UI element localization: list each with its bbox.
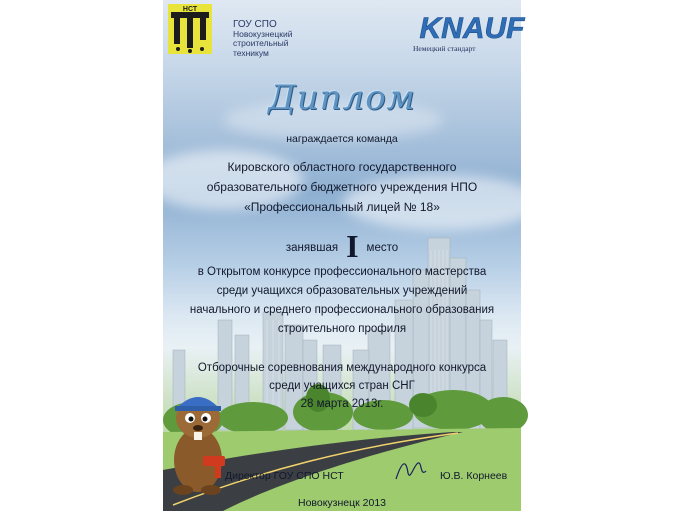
brand-text: KNAUF	[419, 12, 525, 45]
contest-line: в Открытом конкурсе профессионального мастерства	[197, 266, 487, 278]
event-line: Отборочные соревнования международного конкурса	[197, 362, 487, 374]
knauf-logo	[419, 4, 525, 48]
place-suffix: место	[366, 242, 399, 254]
signatory-name: Ю.В. Корнеев	[440, 470, 508, 482]
college-logo	[168, 4, 212, 54]
contest-line: начального и среднего профессионального образования	[189, 304, 495, 316]
signatory-position: Директор ГОУ СПО НСТ	[225, 470, 344, 482]
event-line: среди учащихся стран СНГ	[269, 380, 415, 392]
diploma-title: Диплом	[268, 78, 416, 118]
institution-line: «Профессиональный лицей № 18»	[244, 200, 440, 214]
place-number: I	[346, 228, 359, 264]
place-prefix: занявшая	[285, 242, 339, 254]
beaver-mascot	[163, 378, 233, 498]
logo-text: НСТ	[182, 6, 198, 13]
handwritten-signature	[392, 455, 432, 485]
footer-city: Новокузнецк 2013	[297, 497, 387, 509]
school-line: техникум	[233, 47, 269, 58]
contest-line: строительного профиля	[277, 323, 407, 335]
institution-line: Кировского областного государственного	[227, 160, 457, 174]
school-line: строительный	[233, 38, 289, 48]
school-line: Новокузнецкий	[233, 28, 293, 39]
diploma-page	[163, 0, 525, 511]
event-line: 28 марта 2013г.	[300, 398, 384, 410]
brand-subtitle: Немецкий стандарт	[413, 44, 476, 53]
school-name	[233, 20, 292, 58]
school-line: ГОУ СПО	[233, 19, 277, 30]
institution-line: образовательного бюджетного учреждения НПО	[206, 180, 478, 194]
contest-line: среди учащихся образовательных учреждений	[216, 285, 468, 297]
place-line	[163, 228, 521, 265]
awarded-line: награждается команда	[286, 133, 398, 145]
